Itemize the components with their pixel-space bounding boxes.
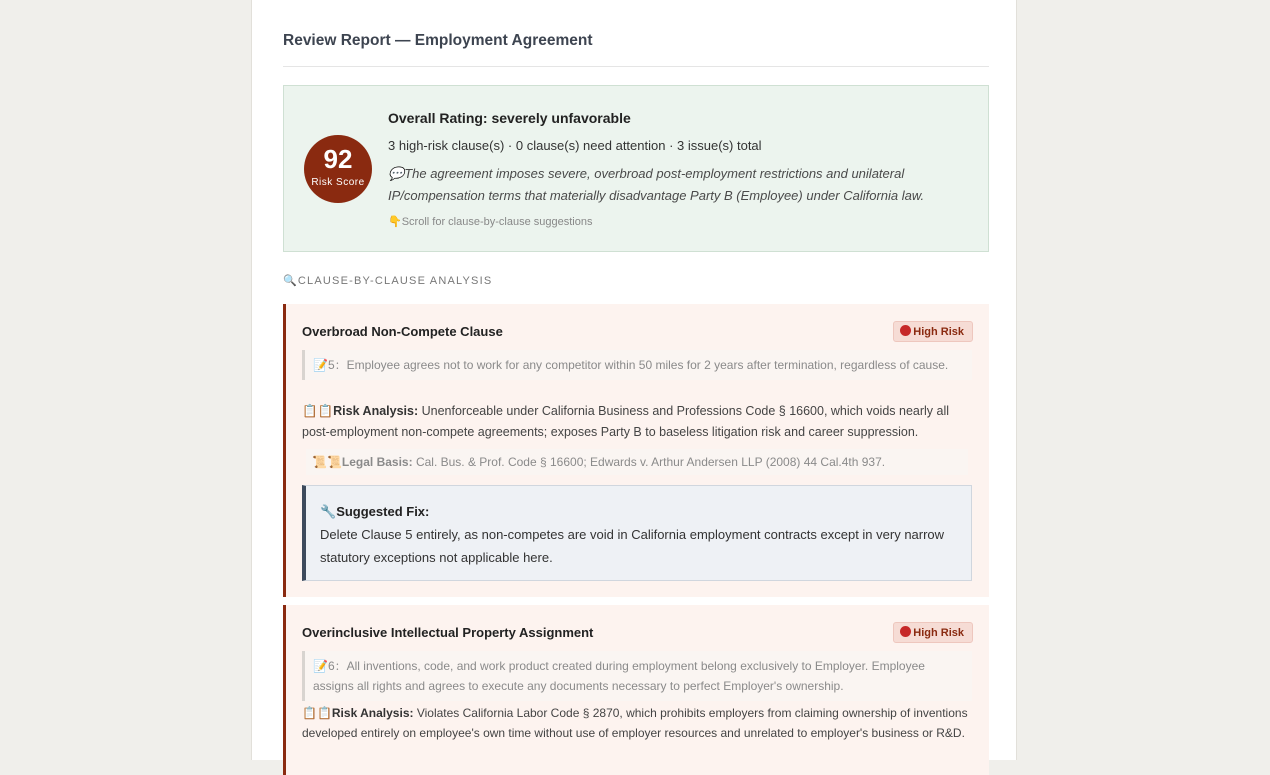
speech-bubble-icon: 💬 xyxy=(388,166,405,181)
risk-analysis xyxy=(302,703,972,743)
magnifier-icon: 🔍 xyxy=(283,275,298,287)
memo-icon: 📝 xyxy=(313,659,328,673)
clipboard-icon: 📋📋 xyxy=(302,706,332,720)
risk-badge xyxy=(893,622,973,643)
suggested-fix-title xyxy=(320,500,957,523)
suggested-fix-label: Suggested Fix: xyxy=(336,504,430,519)
suggested-fix-text: Delete Clause 5 entirely, as non-competes are void in California employment contracts except in very narrow statutory exceptions not applicable here. xyxy=(320,527,945,565)
clause-title: Overinclusive Intellectual Property Assignment xyxy=(302,625,594,640)
report-page xyxy=(251,0,1017,760)
clause-card xyxy=(283,605,989,775)
clause-quote xyxy=(302,350,972,380)
section-heading xyxy=(283,274,492,287)
clause-quote-text: 6：All inventions, code, and work product created during employment belong exclusively to Employer. Employee assigns all rights and agrees to execute any documents necessary to perfect Employer's ownership. xyxy=(313,659,925,693)
legal-basis-text: Cal. Bus. & Prof. Code § 16600; Edwards v. Arthur Andersen LLP (2008) 44 Cal.4th 937. xyxy=(415,455,886,469)
risk-analysis-label: Risk Analysis: xyxy=(333,404,419,418)
scroll-icon: 📜📜 xyxy=(312,455,342,469)
title-divider xyxy=(283,66,989,67)
red-circle-icon xyxy=(900,626,911,637)
risk-badge-label: High Risk xyxy=(913,326,964,338)
pointing-down-icon: 👇 xyxy=(388,216,402,228)
clause-card xyxy=(283,304,989,597)
section-heading-text: CLAUSE-BY-CLAUSE ANALYSIS xyxy=(297,275,493,287)
clipboard-icon: 📋📋 xyxy=(302,404,334,418)
wrench-icon: 🔧 xyxy=(320,504,337,519)
legal-basis xyxy=(306,449,968,475)
risk-analysis xyxy=(302,401,972,443)
summary-card xyxy=(283,85,989,252)
risk-score-value: 92 xyxy=(323,144,353,174)
risk-analysis-label: Risk Analysis: xyxy=(331,706,414,720)
risk-badge xyxy=(893,321,973,342)
memo-icon: 📝 xyxy=(313,358,328,372)
clause-quote xyxy=(302,651,972,701)
risk-badge-label: High Risk xyxy=(913,627,964,639)
overall-rating: Overall Rating: severely unfavorable xyxy=(388,110,631,126)
clause-quote-text: 5：Employee agrees not to work for any competitor within 50 miles for 2 years after termination, regardless of cause. xyxy=(327,358,949,372)
issue-counts: 3 high-risk clause(s) · 0 clause(s) need attention · 3 issue(s) total xyxy=(388,138,762,153)
suggested-fix xyxy=(302,485,972,581)
red-circle-icon xyxy=(900,325,911,336)
scroll-hint xyxy=(388,215,592,228)
scroll-hint-text: Scroll for clause-by-clause suggestions xyxy=(401,216,593,228)
legal-basis-label: Legal Basis: xyxy=(341,455,413,469)
risk-analysis-text: Violates California Labor Code § 2870, which prohibits employers from claiming ownership of inventions developed entirely on employee's own time without use of employer resources and unrelated to employer's business or R&D. xyxy=(302,706,968,740)
risk-analysis-text: Unenforceable under California Business and Professions Code § 16600, which voids nearly all post-employment non-compete agreements; exposes Party B to baseless litigation risk and career suppression. xyxy=(302,404,950,439)
summary-text xyxy=(388,163,973,207)
risk-score-badge xyxy=(304,135,372,203)
page-title: Review Report — Employment Agreement xyxy=(283,32,593,49)
summary-text-body: The agreement imposes severe, overbroad post-employment restrictions and unilateral IP/compensation terms that materially disadvantage Party B (Employee) under California law. xyxy=(388,166,925,203)
risk-score-label: Risk Score xyxy=(311,177,365,188)
clause-title: Overbroad Non-Compete Clause xyxy=(302,324,503,339)
